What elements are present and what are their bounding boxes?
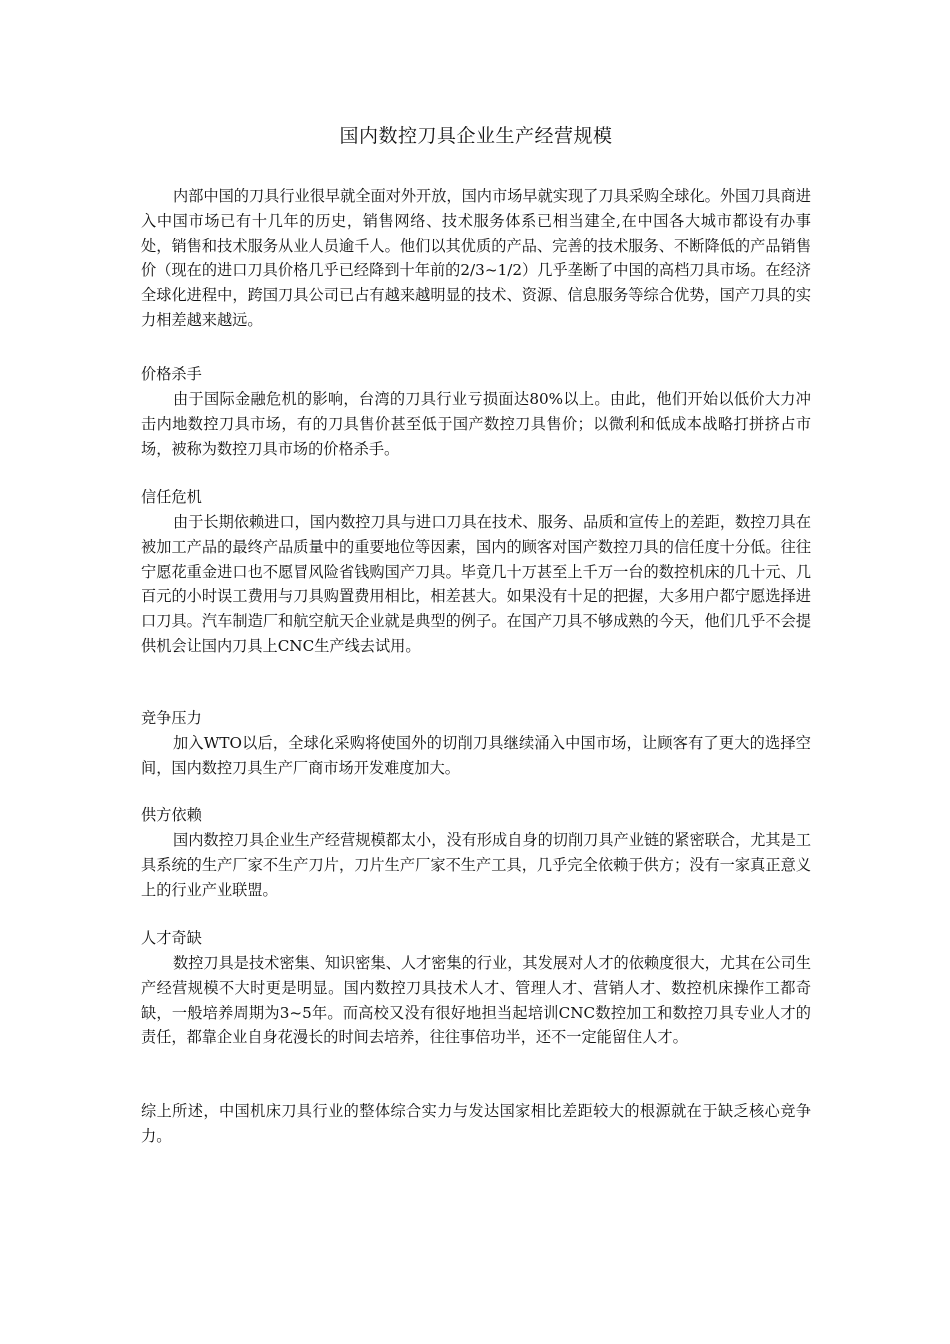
section-heading-competition: 竞争压力 (141, 709, 202, 727)
section-heading-trust-crisis: 信任危机 (141, 488, 202, 506)
conclusion-paragraph: 综上所述，中国机床刀具行业的整体综合实力与发达国家相比差距较大的根源就在于缺乏核心竞争力。 (141, 1102, 811, 1145)
section-body-trust-crisis: 由于长期依赖进口，国内数控刀具与进口刀具在技术、服务、品质和宣传上的差距，数控刀具在被加工产品的最终产品质量中的重要地位等因素，国内的顾客对国产数控刀具的信任度十分低。往往宁愿花重金进口也不愿冒风险省钱购国产刀具。毕竟几十万甚至上千万一台的数控机床的几十元、几百元的小时误工费用与刀具购置费用相比，相差甚大。如果没有十足的把握，大多用户都宁愿选择进口刀具。汽车制造厂和航空航天企业就是典型的例子。在国产刀具不够成熟的今天，他们几乎不会提供机会让国内刀具上CNC生产线去试用。 (141, 513, 811, 655)
document-title: 国内数控刀具企业生产经营规模 (339, 125, 613, 147)
section-body-supplier-dependence: 国内数控刀具企业生产经营规模都太小，没有形成自身的切削刀具产业链的紧密联合，尤其是工具系统的生产厂家不生产刀片，刀片生产厂家不生产工具，几乎完全依赖于供方；没有一家真正意义上的行业产业联盟。 (141, 831, 811, 899)
section-heading-supplier-dependence: 供方依赖 (141, 806, 202, 824)
section-body-competition: 加入WTO以后，全球化采购将使国外的切削刀具继续涌入中国市场，让顾客有了更大的选择空间，国内数控刀具生产厂商市场开发难度加大。 (141, 734, 811, 777)
section-heading-price-killer: 价格杀手 (141, 365, 202, 383)
section-body-talent-shortage: 数控刀具是技术密集、知识密集、人才密集的行业，其发展对人才的依赖度很大，尤其在公司生产经营规模不大时更是明显。国内数控刀具技术人才、管理人才、营销人才、数控机床操作工都奇缺，一般培养周期为3~5年。而高校又没有很好地担当起培训CNC数控加工和数控刀具专业人才的责任，都靠企业自身花漫长的时间去培养，往往事倍功半，还不一定能留住人才。 (141, 954, 811, 1047)
intro-paragraph: 内部中国的刀具行业很早就全面对外开放，国内市场早就实现了刀具采购全球化。外国刀具商进入中国市场已有十几年的历史，销售网络、技术服务体系已相当建全,在中国各大城市都设有办事处，销售和技术服务从业人员逾千人。他们以其优质的产品、完善的技术服务、不断降低的产品销售价（现在的进口刀具价格几乎已经降到十年前的2/3~1/2）几乎垄断了中国的高档刀具市场。在经济全球化进程中，跨国刀具公司已占有越来越明显的技术、资源、信息服务等综合优势，国产刀具的实力相差越来越远。 (141, 187, 811, 329)
section-heading-talent-shortage: 人才奇缺 (141, 929, 202, 947)
section-body-price-killer: 由于国际金融危机的影响，台湾的刀具行业亏损面达80%以上。由此，他们开始以低价大力冲击内地数控刀具市场，有的刀具售价甚至低于国产数控刀具售价；以微利和低成本战略打拼挤占市场，被称为数控刀具市场的价格杀手。 (141, 390, 811, 458)
